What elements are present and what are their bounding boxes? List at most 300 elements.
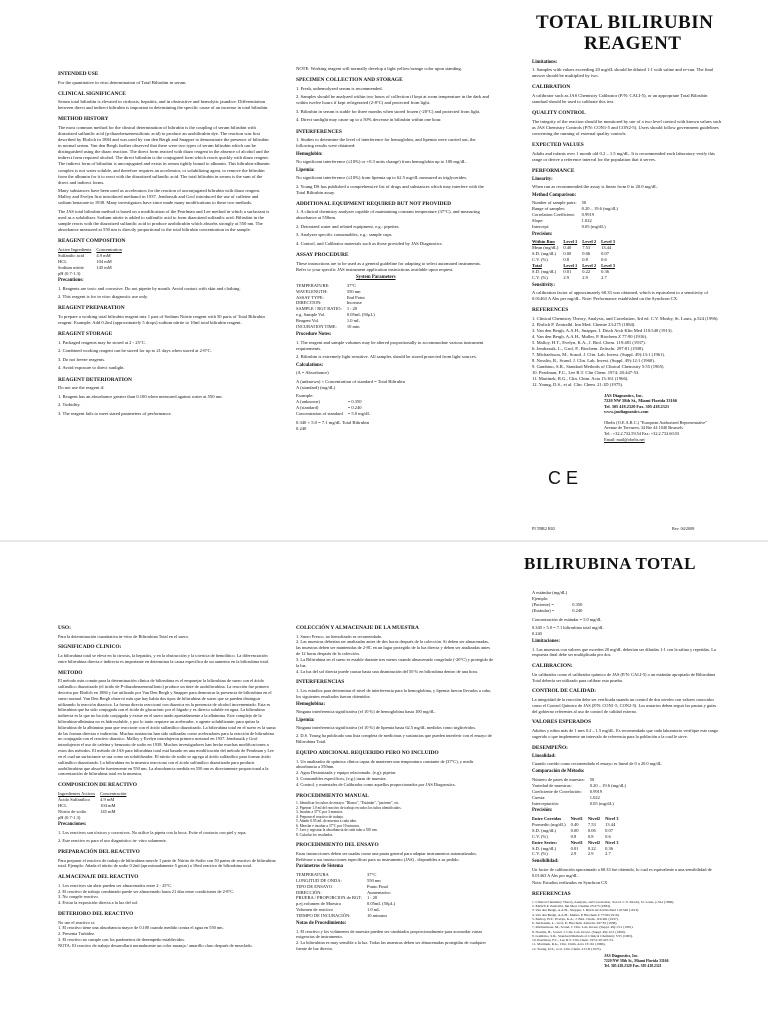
es-column-3 — [532, 590, 722, 969]
linealidad-heading: Linealidad: — [532, 753, 556, 759]
metodo-heading: METODO — [58, 669, 83, 676]
nota-synchron: Nota: Estudios realizados en Synchron CX — [532, 880, 608, 886]
param-label: WAVELENGTH: — [296, 288, 328, 294]
comp-head: Ingredientes Activos — [58, 790, 96, 796]
equipment-item: 4. Control, and Calibrator materials such as those provided by JAS Diagnostics. — [296, 241, 443, 247]
reference-item: 2. Ehrlich P. Zentralbl. Inn Med. Chemie 23:275 (1884). — [532, 321, 636, 327]
jas-line: www.jasdiagnostics.com — [604, 409, 649, 415]
pr-cell: 0.8 — [570, 833, 577, 839]
calc-line: A (unknown) × Concentration of standard = Total Bilirubin — [296, 378, 405, 384]
interferencias-heading: INTERFERENCIAS — [296, 679, 345, 686]
jas-address — [604, 393, 722, 415]
limitaciones-heading: Limitaciones: — [532, 639, 560, 645]
cm-cell: 50 — [589, 776, 595, 782]
pr-cell: 0.06 — [587, 827, 596, 833]
precaucion-item: 1. Los reactivos son tóxicos y corrosivos. No utilice la pipeta con la boca. Evite el contacto con piel y ropa. — [58, 829, 247, 835]
cm-cell: Coeficiente de Correlación: — [532, 788, 582, 794]
concentracion-text: Concentración de estándar = 5.0 mg/dL — [532, 616, 602, 622]
parametros-heading: Parámetros de Sistema — [296, 864, 344, 870]
reference-item: 12. Young, D.S., et al. Clin. Chem. 21:1D (1975). — [532, 382, 624, 388]
eu-rep-address — [604, 420, 722, 442]
jas-address-es — [604, 954, 722, 969]
intended-use-text: For the quantitative in vitro determination of Total Bilirubin in serum. — [58, 79, 187, 85]
coleccion-item: 1. Suero Fresco, no hemolizado es recomendado. — [296, 633, 383, 639]
composition-heading: REAGENT COMPOSITION — [58, 238, 126, 245]
jas-line: JAS Diagnostics, Inc. — [604, 953, 639, 958]
manual-step: 2. Pipetear 1.0 ml del reactivo de trabajo en todos los tubos identificados. — [296, 805, 402, 810]
storage-item: 3. Do not freeze reagents. — [58, 356, 106, 362]
mc-cell: 0.20 – 19.6 (mg/dL) — [581, 206, 618, 212]
param-label: ASSAY TYPE: — [296, 294, 324, 300]
calc-result: 0.340 × 5.0 = 7.1 mg/dL Total Bilirubin — [296, 420, 369, 426]
param-value: 37°C — [346, 282, 357, 288]
prec-cell: 0.8 — [563, 256, 569, 262]
interferencias-intro: 1. Los estudios para determinar el nivel de interferencia para la hemoglobina, y lipemia fueron llevados a cabo, los siguientes resultados fueron obtenidos: — [296, 687, 492, 699]
pr-cell: 0.6 — [605, 833, 611, 839]
en-column-2 — [296, 66, 492, 435]
referencia-item: 7. Michaelsson, M., Scand. J. Clin. Lab. Invest. (Suppl. 49):13:1 (1961). — [532, 925, 634, 930]
specimen-item: 1. Fresh, unhemolyzed serum is recommended. — [296, 85, 383, 91]
sensitivity-heading: Sensitivity: — [532, 282, 555, 288]
quality-control-text: The integrity of the reaction should be monitored by use of a two level control with known values such as JAS Chemistry Controls (P/N: CON1-5 and CON2-5). Users should follow government guidelines concerning the running of external quality controls. — [532, 118, 722, 136]
specimen-item: 2. Samples should be analyzed within two hours of collection if kept at room temperature in the dark and within twelve hours if kept refrigerated (2-8°C) and protected from light. — [296, 94, 490, 106]
es-column-2 — [296, 620, 494, 952]
comp-cell: Sodium nitrite — [58, 264, 84, 270]
prec-cell: 0.01 — [563, 268, 572, 274]
procedure-note: 2. Bilirubin is extremely light sensitive. All samples should be stored protected from light sources. — [296, 354, 477, 360]
comp-cell: 4.9 mM — [100, 796, 115, 802]
prec-cell: 2.9 — [582, 274, 588, 280]
en-column-1 — [58, 66, 270, 419]
param-label: INCUBATION TIME: — [296, 324, 337, 330]
lipemia-text: Ninguna interferencia significativa (el 10 %) de lipemia hasta 62.5 mg/dL medidos como triglicéridos. — [296, 725, 476, 731]
comp-cell: 4.9 mM — [96, 252, 111, 258]
title-bilirrubina-total: BILIRUBINA TOTAL — [524, 554, 696, 573]
prec-cell: 0.07 — [601, 251, 609, 256]
significado-heading: SIGNIFICADO CLINICO: — [58, 644, 122, 651]
equipment-item: 3. Analyzer specific consumables, e.g.: sample cups. — [296, 232, 393, 238]
pr-cell: C.V. (%) — [532, 851, 548, 857]
comp-cell: 145 mM — [100, 808, 116, 814]
hemoglobin-heading: Hemoglobin: — [296, 151, 323, 157]
calc-cell: A (unknown) — [296, 399, 320, 405]
pr-cell: 0.01 — [570, 845, 579, 851]
coleccion-item: 2. Las muestras deberían ser analizadas antes de dos horas después de la colección. Si deben ser almacenadas, las muestras deben ser mantenidas de 2-8C en un lugar protegido de la luz directa y deben ser analizadas antes de 12 horas después de la colección. — [296, 639, 490, 657]
preparation-heading: REAGENT PREPARATION — [58, 305, 125, 312]
quality-control-heading: QUALITY CONTROL — [532, 110, 586, 117]
almacenaje-item: 1. Los reactivos sin abrir pueden ser almacenados entre 2 - 25°C. — [58, 882, 173, 888]
precaution-item: 1. Reagents are toxic and corrosive. Do not pipette by mouth. Avoid contact with skin and clothing. — [58, 285, 241, 291]
limitations-heading: Limitations: — [532, 60, 558, 65]
comp-cell: pH (0.7-1.3) — [58, 814, 81, 820]
ej-cell: A estándar (mg/dL) — [532, 590, 568, 595]
ensayo-heading: PROCEDIMIENTO DEL ENSAYO — [296, 842, 379, 849]
interferences-intro: 1. Studies to determine the level of interference for hemoglobin, and lipemia were carried out, the following results were obtained: — [296, 137, 476, 149]
control-calidad-text: La integridad de la reacción debe ser verificada usando un control de dos niveles con valores conocidos como el Control Químico de JAS (P/N: CON1-5, CON2-5). Los usuarios deben seguir las pautas y guías del gobierno referentes al uso de control de calidad externo. — [532, 697, 717, 714]
param-label: PRUEBA / PROPORCION de RGT: — [296, 895, 363, 901]
comp-cell — [100, 815, 131, 821]
equipo-item: 1. Un analizador de química clínica capaz de mantener una temperatura constante de (37°C), y medir absorbancia a 550nm. — [296, 758, 474, 770]
deterioration-item: 1. Reagent has an absorbance greater than 0.100 when measured against water at 550 nm. — [58, 393, 223, 399]
pr-cell: Promedio (mg/dL) — [532, 821, 566, 827]
comp-cell: 145 mM — [96, 264, 112, 270]
valores-heading: VALORES ESPERADOS — [532, 719, 592, 726]
ej-cell: Ejemplo: — [532, 595, 549, 601]
pr-cell: 7.53 — [587, 821, 596, 827]
method-text-3: The JAS total bilirubin method is based on a modification of the Pearlman and Lee method in which a surfactant is used as a solubilizer. Sodium nitrite is added to sulfanilic acid to form diazotized sulfanilic acid. Bilirubin in the sample reacts with the diazotized sulfanilic acid to produce azobilirubin which absorbs strongly at 550 nm. The absorbance measured at 550 nm is directly proportional to the total bilirubin concentration in the sample. — [58, 208, 270, 233]
precision-heading: Precisión: — [532, 808, 553, 814]
precision-table — [532, 239, 620, 281]
storage-item: 2. Combined working reagent can be stored for up to 21 days when stored at 2-8°C. — [58, 348, 212, 354]
precautions-heading: Precautions: — [58, 278, 84, 284]
mc-cell: 0.05 (mg/dL) — [581, 223, 606, 229]
ejemplo-table — [532, 590, 587, 614]
calc-cell: = 0.350 — [347, 399, 362, 405]
reference-item: 10. Pearlman, F.C., Lee R.T. Clin Chem. 1974; 20:447-53. — [532, 370, 640, 376]
cm-cell: Cuesta: — [532, 794, 546, 800]
mc-cell: 50 — [581, 200, 587, 206]
young-text: 2. Young DS has published a comprehensive list of drugs and substances which may interfere with the Total Bilirubin assay. — [296, 183, 484, 195]
param-label: e.g. Sample Vol. — [296, 312, 326, 318]
manual-steps — [296, 801, 494, 837]
comp-cell: 104 mM — [96, 258, 112, 264]
precision-table — [532, 816, 624, 858]
param-label: Volumen de reactivo — [296, 907, 334, 913]
pr-cell: C.V. (%) — [532, 833, 548, 839]
equipo-heading: EQUIPO ADICIONAL REQUERIDO PERO NO INCLUIDO — [296, 749, 439, 756]
equipment-heading: ADDITIONAL EQUIPMENT REQUIRED BUT NOT PROVIDED — [296, 200, 452, 207]
expected-values-text: Adults and infants over 1 month old 0.2 – 1.5 mg/dL. It is recommended each laboratory verify this range or derive a reference interval for the population that it serves. — [532, 150, 715, 162]
comp-cell — [96, 271, 127, 277]
eu-line: Tel.: +32.2.732.59.54 Fax: +32.2.732.60.03 — [604, 430, 679, 436]
nota-item: 2. La bilirrubina es muy sensible a la luz. Todas las muestras deben ser almacenadas protegidas de cualquier fuente de luz directa. — [296, 940, 486, 951]
manual-step: 5. Añadir 0.05 mL de muestra a cada tubo. — [296, 819, 358, 824]
deterioro-item: NOTA: El reactivo de trabajo desarrollará normalmente un color naranja / amarillo claro después de mezclado. — [58, 942, 253, 948]
equipment-item: 2. Deionized water and related equipment, e.g.: pipettes. — [296, 223, 400, 229]
mc-cell: 1.022 — [581, 217, 592, 223]
cm-cell: Interceptación: — [532, 800, 559, 806]
jas-line: JAS Diagnostics, Inc. — [604, 392, 643, 398]
pr-cell: 0.07 — [605, 827, 613, 833]
preparacion-text: Para preparar el reactivo de trabajo de bilirrubina mezcle 1 parte de Nitrito de Sodio con 50 partes de reactivo de bilirrubina total. Ejemplo: Añada el nitrito de sodio 0.2ml (aproximadamente 5 gotas) a 10ml reactivo de bilirrubina total. — [58, 857, 276, 869]
calibracion-text: Un calibrador como el calibrador químico de JAS (P/N: CALI-5) o un estándar apropiado de Bilirrubina Total debería ser utilizado para calibrar esta prueba. — [532, 671, 716, 683]
manual-step: 6. Mezclar e incubar a 37°C por 10 minutos. — [296, 823, 360, 828]
referencia-item: 11. Martinek, R.G., Clin. Chim. Acta 13:161 (1966). — [532, 942, 606, 947]
product-code: PI TBR2 R02 — [532, 526, 555, 531]
method-heading: METHOD HISTORY — [58, 116, 109, 123]
referencia-item: 12. Young, D.S., et al. Clin. Chem. 21:1D (1975). — [532, 946, 602, 951]
referencia-item: 2. Ehrlich P. Zentralbl. Inn Med. Chemie 23:275 (1884). — [532, 904, 611, 909]
method-comparison-heading: Method Comparison: — [532, 192, 577, 198]
prec-cell: 0.06 — [582, 251, 591, 256]
deterioro-item: 3. El reactivo no cumple con los parámetros de desempeño establecidos. — [58, 937, 186, 943]
equipo-item: 2. Agua Desionizada y equipo relacionado. (e.g): pipetas — [296, 770, 396, 776]
ej-cell: (Paciente) = — [532, 601, 554, 607]
referencia-item: 5. Malloy, H.T., Evelyn, K.A., J. Biol. Chem. 119:481 (1937). — [532, 916, 619, 921]
procedure-note: 1. The reagent and sample volumes may be altered proportionally to accommodate various instrument requirements. — [296, 339, 484, 351]
reference-item: 3. Van den Bergh, A.A.H., Snapper, I. Dtsch Arch Klin Med 110:540 (1913). — [532, 327, 673, 333]
mc-cell: Intercept: — [532, 223, 550, 229]
nota-item: 1. El reactivo y los volúmenes de muestra pueden ser cambiados proporcionalmente para acomodar varias exigencias de instrumento. — [296, 928, 483, 940]
pr-cell: 0.40 — [570, 821, 579, 827]
ej-cell: 0.350 — [572, 601, 583, 607]
manual-step: 3. Incubar a 37°C por 3 minutos. — [296, 810, 344, 815]
param-label: DIRECCIÓN: — [296, 889, 322, 895]
lipemia-heading: Lipemia: — [296, 717, 315, 723]
mc-cell: 0.9919 — [581, 211, 594, 217]
es-column-1 — [58, 620, 276, 949]
storage-item: 1. Packaged reagents may be stored at 2 - 25°C. — [58, 339, 146, 345]
calibration-heading: CALIBRATION — [532, 84, 571, 91]
sensitivity-text: A calibration factor of approximately 68.33 was obtained, which is equivalent to a sensitivity of 0.01463 A Abs per mg/dL. Note: Performance established on the Synchron CX. — [532, 290, 709, 302]
lipemia-heading: Lipemia: — [296, 167, 315, 173]
sensibilidad-heading: Sensibilidad: — [532, 859, 559, 865]
prec-cell: S.D. (mg/dL) — [532, 251, 557, 256]
method-comparison-table — [532, 200, 623, 230]
system-params-table — [296, 283, 380, 331]
prec-head: Within Run — [532, 239, 555, 245]
prec-cell: S.D. (mg/dL) — [532, 268, 557, 274]
pr-cell: S.D. (mg/dL) — [532, 845, 557, 851]
jas-line: Tel. 305 418.2320 Fax. 305 418.2321 — [604, 963, 662, 968]
cm-cell: Variedad de muestras: — [532, 782, 572, 788]
param-value: 10 minutos — [367, 913, 388, 919]
pr-head: Entre Corridas — [532, 815, 562, 821]
manual-step: 1. Identificar los tubos de ensayo: "Blanco", "Estándar", "paciente", etc. — [296, 801, 400, 806]
calc-table — [296, 399, 375, 417]
mc-cell: Number of sample pairs: — [532, 200, 577, 206]
coleccion-item: 4. La luz del sol directa puede causar hasta una disminución del 50 % en bilirrubina dentro de una hora. — [296, 668, 479, 674]
pr-cell: S.D. (mg/dL) — [532, 827, 557, 833]
prec-cell: 0.00 — [563, 251, 572, 256]
deterioration-item: 3. The reagent fails to meet stated parameters of performance. — [58, 410, 172, 416]
eu-line: Avenue de Tervuren, 34 Bte 44 1040 Brussels — [604, 425, 683, 431]
pr-head: Nivel 3 — [605, 839, 619, 845]
method-text-1: The most common method for the clinical determination of bilirubin is the coupling of serum bilirubin with diazotized sulfanilic acid (p-diazobenzenesulfonic acid) to produce an azobilirubin dye. The reaction was first described by Ehrlich in 1884 and was used by van den Bergh and Snapper to demonstrate the presence of bilirubin in normal serum. Van den Bergh further observed that there were two types of serum bilirubin which can be distinguished using the diazo reaction. The direct form reacted with diazo reagent in the absence of alcohol and the indirect form required alcohol. The direct bilirubin is the conjugated form which reacts quickly with diazo reagent. The indirect form of bilirubin is unconjugated and exists in serum tightly bound to albumin. This bilirubin-albumin complex is not water soluble, and therefore requires an accelerator, or solubilizing agent, to remove the bilirubin from the albumin for it to react with the diazotized sulfanilic acid. The total bilirubin in serum is the sum of the direct and indirect forms. — [58, 125, 270, 185]
pr-cell: 2.7 — [605, 851, 611, 857]
param-label: TEMPERATURE: — [296, 282, 330, 288]
significado-text: La bilirrubina total se eleva en la cirrosis, la hepatitis, y en la obstrucción y la ictericia de hemolítico. La diferenciación entre bilirrubina directa e indirecta es importante en determinar la causa específica de un aumento en la bilirrubina total. — [58, 653, 270, 664]
comp-cell: Nitrito de sodio — [58, 808, 87, 814]
young-text: 2. D.S. Young ha publicado una lista completa de medicinas y sustancias que pueden interferir con el ensayo de Bilirrubina Total. — [296, 733, 492, 745]
composicion-table — [58, 791, 131, 821]
prec-cell: 0.6 — [601, 256, 607, 262]
coleccion-item: 3. La Bilirrubina en el suero es estable durante tres meses cuando almacenado congelado (-20°C) y protegido de la luz. — [296, 656, 494, 668]
clinical-heading: CLINICAL SIGNIFICANCE — [58, 90, 126, 97]
reference-item: 8. Nosslin, B., Scand. J. Clin. Lab. Invest. (Suppl. 49):12:1 (1960). — [532, 358, 655, 364]
title-reagent: REAGENT — [584, 33, 682, 54]
precauciones-heading: Precauciones: — [58, 822, 87, 828]
notas-heading: Notas de Procedimiento: — [296, 921, 347, 927]
comp-cell: pH (0.7-1.3) — [58, 270, 81, 276]
eu-line: Email: mail@obelis.net — [604, 436, 645, 442]
referencia-item: 1. Clinical Chemistry Theory, Analysis, and Correlation, 3rd ed. C.V. Mosby, St. Louis, p.524 (1996). — [532, 899, 675, 904]
metodo-text: El método más común para la determinación clínica de bilirrubina es el emparejar la bilirrubina de suero con el ácido sulfanílico diazotizado (el ácido de P-diazobenzenesulfonic) produce un tinte de azobilirrubina. La reacción fue primero descrita por Ehrlich en 1884 y fue utilizado por Van Den Bergh y Snapper para demostrar la presencia de bilirrubina en el suero normal. Van Den Bergh observó más que hay había dos tipos de bilirrubina de suero que se pueden distinguir utilizando la reacción diazoica. La forma directa reaccionó con diazoica en la presencia de alcohol incrementado. Esta es bilirrubina que ha sido conjugada con el ácido de glucurónic por el hígado y es directo soluble en agua. La bilirrubina indirecta es la que no ha sido conjugada y existe en el suero atado apretadamente a la albúmina. Este complejo de la bilirrubina-albúmina no es hidrosoluble, y por lo tanto requiere un acelerador, o agente solubilizante, para quitar la bilirrubina de la albúmina para que reaccione con el ácido sulfanílico diazotizado. La bilirrubina total en el suero es la suma de las formas directas e indirectas. Muchas sustancias han sido utilizadas como aceleradores para la reacción de bilirrubina no conjugada con el reactivo diazoico. Malloy y Evelyn introdujeron primero metanol en 1937. Jendrassik y Grof introdujeron el uso de cafeína y benzoato de sodio en 1938. Muchos investigadores han hecho muchas modificaciones a estos dos métodos. El método de JAS para bilirrubina total está basado en una modificación del método de Pearlman y Lee en el cual un surfactante se usa como un solubilizador. El nitrito de sodio se agrega al ácido sulfanílico para formar ácido sulfanílico diazotizado. La bilirrubina en la muestra reacciona con el ácido sulfanílico diazotizado para producir azobilirrubina que absorbe fuertemente en 550 nm. La absorbancia medida en 550 nm es directamente proporcional a la concentración de bilirrubina total en la muestra. — [58, 678, 276, 777]
system-params-heading: System Parameters — [356, 275, 396, 281]
param-value: Punto Final — [367, 883, 388, 889]
pr-head: Nivel2 — [587, 815, 601, 821]
calc-cell: Concentration of standard — [296, 411, 343, 417]
reference-item: 4. Van den Bergh, A.A.H., Muller, P. Biochem Z 77:90 (1916). — [532, 333, 648, 339]
param-value: 1.0 mL — [367, 907, 381, 913]
param-value: Increase — [346, 300, 362, 306]
calc-result-denominator: 0.240 — [296, 426, 307, 432]
page-divider — [0, 540, 768, 542]
calibration-text: A calibrator such as JAS Chemistry Calibrator (P/N: CALI-5), or an appropriate Total Bilirubin standard should be used to calibrate this test. — [532, 93, 708, 105]
pr-cell: 0.8 — [587, 833, 594, 839]
param-value: 37°C — [367, 871, 377, 877]
param-label: TIPO DE ENSAYO — [296, 883, 333, 889]
referencia-item: 8. Nosslin, B., Scand. J. Clin. Lab. Invest. (Suppl. 49):12:1 (1960). — [532, 929, 626, 934]
prec-cell: C.V. (%) — [532, 256, 548, 262]
reference-item: 6. Jendrassik, L., Grof, P., Biochem. Zeitschr. 297:81 (1938). — [532, 346, 645, 352]
hemoglobina-heading: Hemoglobina: — [296, 702, 326, 708]
reference-item: 11. Martinek, R.G., Clin. Chim. Acta 13:161 (1966). — [532, 376, 629, 382]
reference-item: 9. Gambino, S.R., Standard Methods of Clinical Chemistry 5:55 (1965). — [532, 364, 665, 370]
calc-cell: = 5.0 mg/dL — [347, 411, 371, 417]
references-heading: REFERENCES — [532, 307, 569, 314]
eu-line: Obelis (O.E.A.R.C.) "European Authorized Representative" — [604, 419, 707, 425]
title-total-bilirubin: TOTAL BILIRUBIN — [536, 12, 714, 33]
param-value: 1 : 20 — [346, 306, 358, 312]
limitaciones-text: 1. Las muestras con valores que exceden 20 mg/dL deberían ser diluidas 1:1 con la salina y repetidas. La respuesta final debe ser multiplicada por dos. — [532, 646, 716, 658]
linearity-text: When run as recommended the assay is linear from 0 to 20.0 mg/dL. — [532, 184, 659, 190]
cm-cell: 0.05 (mg/dL) — [589, 800, 614, 806]
comp-head: Concentración — [100, 790, 127, 796]
ce-mark-logo: C E — [548, 468, 579, 488]
calc-line: (A = Absorbance) — [296, 370, 329, 376]
prec-cell: 0.8 — [582, 256, 588, 262]
pr-cell: 13.44 — [605, 821, 616, 827]
jas-line: 7220 NW 58th St., Miami Florida 33166 — [604, 958, 669, 963]
hemoglobina-text: Ninguna interferencia significativa (el 10 %) de hemoglobina hasta 100 mg/dL. — [296, 709, 436, 715]
intended-use-heading: INTENDED USE — [58, 71, 99, 77]
prec-cell: 2.9 — [563, 274, 569, 280]
prec-head: Level 1 — [563, 262, 578, 268]
param-label: p.ej.volumen de Muestra — [296, 901, 341, 907]
prec-head: Total — [532, 262, 542, 268]
comp-cell: Ácido Sulfanílico — [58, 796, 90, 802]
referencia-item: 10. Pearlman, F.C., Lee R.T. Clin Chem. 1974; 20:447-53. — [532, 938, 614, 943]
preparacion-heading: PREPARACIÓN DEL REACTIVO — [58, 848, 140, 855]
jas-line: 7220 NW 58th St., Miami Florida 33166 — [604, 398, 677, 404]
assay-heading: ASSAY PROCEDURE — [296, 252, 349, 259]
manual-step: 7. Leer y registrar la absorbancia de cada tubo a 550 nm. — [296, 828, 378, 833]
precaution-item: 2. This reagent is for in vitro diagnostic use only. — [58, 294, 149, 300]
almacenaje-item: 3. No congele reactivo. — [58, 894, 99, 900]
calc-cell: A (standard) — [296, 405, 319, 411]
linearity-heading: Linearity: — [532, 176, 553, 182]
calc-example: Example: — [296, 393, 314, 399]
almacenaje-item: 2. El reactivo de trabajo combinado puede ser almacenado hasta 21 días entre condiciones de 2-8°C. — [58, 888, 235, 894]
pr-head: Entre Series: — [532, 839, 558, 845]
comp-cell: HCL — [58, 802, 67, 808]
specimen-item: 3. Bilirubin in serum is stable for three months when stored frozen (-20°C) and protected from light. — [296, 108, 481, 114]
param-value: 0.05mL (50µL) — [367, 901, 395, 907]
param-label: LONGITUD DE ONDA: — [296, 877, 342, 883]
comp-head: Concentration — [96, 246, 122, 252]
pr-cell: 0.00 — [570, 827, 579, 833]
param-value: End Point — [346, 294, 365, 300]
cm-cell: 0.20 – 19.6 (mg/dL) — [589, 782, 627, 788]
storage-heading: REAGENT STORAGE — [58, 331, 113, 338]
prec-cell: 0.36 — [601, 268, 609, 274]
param-value: 1 : 20 — [367, 895, 378, 901]
equipo-item: 4. Control, y materiales de Calibrador como aquellos proporcionados por JAS Diagnostics. — [296, 781, 456, 787]
comparacion-table — [532, 777, 631, 807]
pr-cell: 0.36 — [605, 845, 613, 851]
param-value: 550 nm — [346, 288, 361, 294]
deterioration-heading: REAGENT DETERIORATION — [58, 376, 132, 383]
prec-head: Level 3 — [601, 262, 615, 268]
reference-item: 1. Clinical Chemistry Theory, Analysis, and Correlation, 3rd ed. C.V. Mosby, St. Louis, p.524 (1996). — [532, 315, 719, 321]
calculations-heading: Calculations: — [296, 362, 324, 368]
mc-cell: Slope: — [532, 217, 544, 223]
preparation-text: To prepare a working total bilirubin reagent mix 1 part of Sodium Nitrite reagent with 50 parts of Total Bilirubin reagent. Example: Add 0.2ml (approximately 5 drops) sodium nitrite to 10ml total bilirubin reagent. — [58, 314, 265, 326]
comp-cell: 104 mM — [100, 802, 116, 808]
comp-cell: Sulfanilic acid — [58, 252, 85, 258]
manual-heading: PROCEDIMIENTO MANUAL — [296, 792, 369, 799]
pr-head: Nivel1 — [570, 815, 583, 821]
prec-head: Level 3 — [601, 239, 615, 245]
pr-head: Nivel1 — [570, 839, 583, 845]
deterioration-intro: Do not use the reagent if: — [58, 385, 105, 391]
hemoglobin-text: No significant interference (≤10%) or +0.3 units change) from hemoglobin up to 100 mg/dL. — [296, 159, 467, 165]
cm-cell: 1.022 — [589, 794, 600, 800]
limitations-text: 1. Samples with values exceeding 20 mg/dL should be diluted 1:1 with saline and re-run. The final answer should be multiplied by two. — [532, 67, 714, 79]
prec-cell: 2.7 — [601, 274, 607, 280]
cm-cell: 0.9919 — [589, 788, 603, 794]
prec-cell: 13.44 — [601, 245, 612, 251]
prec-cell: Mean (mg/dL) — [532, 245, 559, 251]
working-reagent-note: NOTE: Working reagent will normally develop a light yellow/orange color upon standing. — [296, 66, 462, 71]
precaucion-item: 2. Este reactivo es para el uso diagnóstico in- vitro solamente. — [58, 838, 167, 844]
performance-heading: PERFORMANCE — [532, 167, 575, 174]
prec-head: Level 1 — [563, 239, 578, 245]
linealidad-text: Cuando corrido como recomendado el ensayo es lineal de 0 a 20.0 mg/dL. — [532, 761, 663, 767]
param-value: 10 min — [346, 324, 360, 330]
resultado-denominador: 0.240 — [532, 630, 542, 636]
calc-line: A (standard) (mg/dL) — [296, 384, 336, 390]
control-calidad-heading: CONTROL DE CALIDAD: — [532, 688, 597, 695]
manual-step: 4. Preparar el reactivo de trabajo. — [296, 814, 344, 819]
prec-head: Level 2 — [582, 262, 597, 268]
pr-cell: 0.22 — [587, 845, 596, 851]
param-value: 550 nm — [367, 877, 381, 883]
param-value: 0.05mL (50µL) — [346, 312, 375, 318]
comp-cell: HCL — [58, 258, 67, 264]
comparacion-heading: Comparación de Método: — [532, 769, 585, 775]
deterioro-item: 2. Presenta Turbidez. — [58, 931, 96, 937]
equipo-item: 3. Consumibles específicos, (e.g.) tazas de muestra. — [296, 776, 387, 782]
parametros-table — [296, 872, 400, 920]
param-value: 1.0 mL — [346, 318, 360, 324]
uso-heading: USO: — [58, 625, 71, 631]
manual-step: 8. Calcular los resultados. — [296, 832, 334, 837]
referencia-item: 4. Van den Bergh, A.A.H., Muller, P. Biochem Z 77:90 (1916). — [532, 912, 620, 917]
mc-cell: Range of samples: — [532, 206, 566, 212]
prec-cell: 7.53 — [582, 245, 591, 251]
almacenaje-heading: ALMACENAJE DEL REACTIVO — [58, 874, 139, 881]
method-text-2: Many substances have been used as accelerators for the reaction of unconjugated bilirubin with diazo reagent. Malloy and Evelyn first introduced methanol in 1937. Jendrassik and Grof introduced the use of caffeine and sodium benzoate in 1938. Many investigators have since made many modifications to these two methods. — [58, 188, 261, 206]
referencias-heading: REFERENCIAS — [532, 891, 571, 898]
valores-text: Adultos y niños más de 1 mes 0.2 – 1.5 mg/dL. Es recomendado que cada laboratorio verifique este rango sugerido o que implemente un intervalo de referencia para la población a la cual le sirve. — [532, 728, 719, 739]
jas-line: Tel. 305 418.2320 Fax. 305 418.2321 — [604, 403, 670, 409]
storage-item: 4. Avoid exposure to direct sunlight. — [58, 365, 125, 371]
composition-table — [58, 247, 127, 277]
almacenaje-item: 4. Evitar la exposición directa a la luz del sol. — [58, 900, 139, 906]
deterioration-item: 2. Turbidity. — [58, 402, 81, 408]
